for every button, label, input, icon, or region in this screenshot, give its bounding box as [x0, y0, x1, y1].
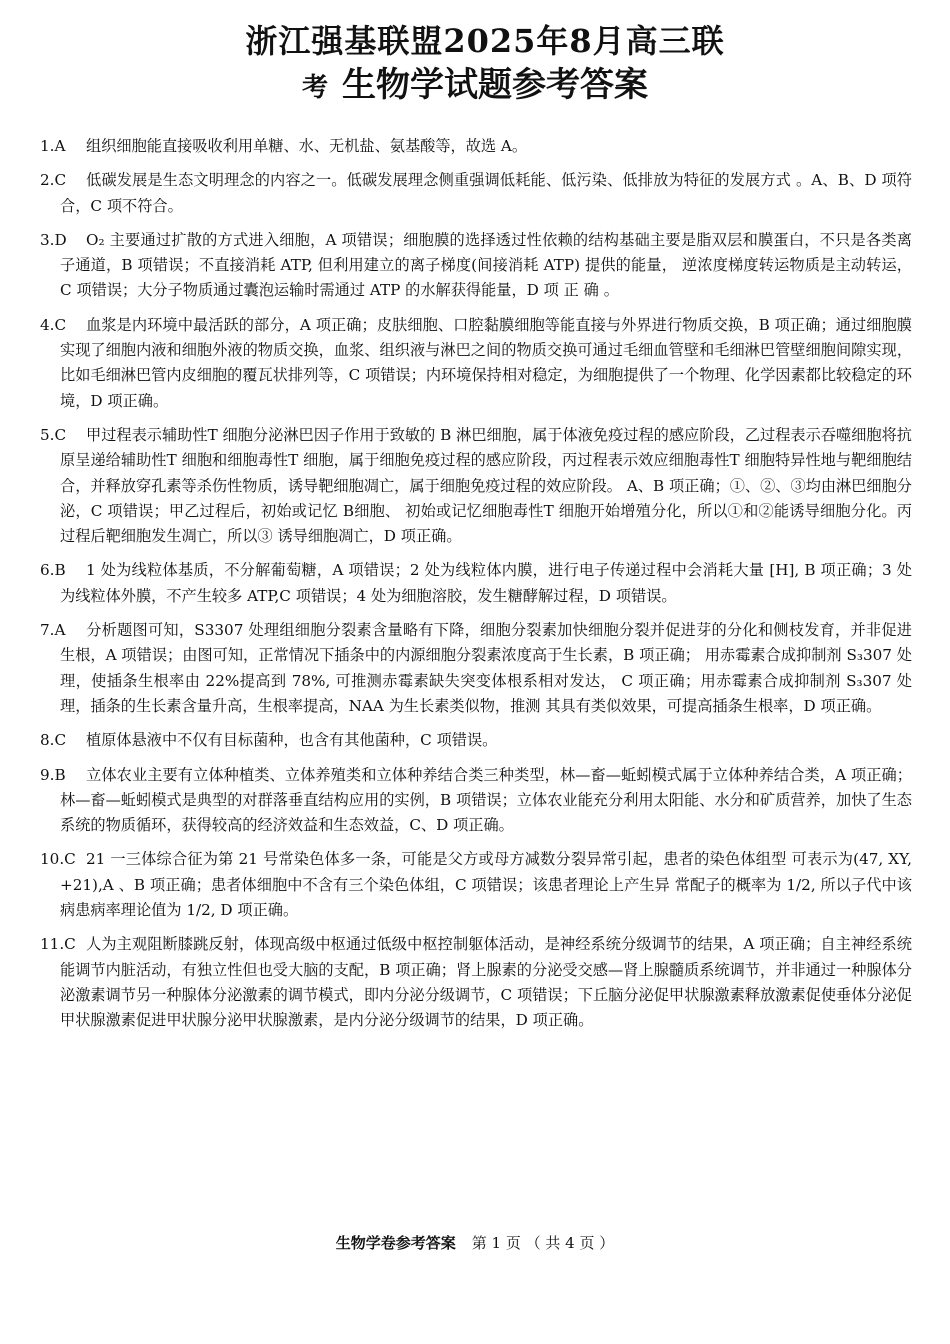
footer-page-info: 第 1 页 （ 共 4 页 ） [471, 1234, 615, 1252]
title-line-2-main: 生物学试题参考答案 [342, 65, 648, 105]
answer-explanation: 低碳发展是生态文明理念的内容之一。低碳发展理念侧重强调低耗能、低污染、低排放为特征的发展方式 。A、B、D 项符合，C 项不符合。 [60, 171, 912, 215]
answer-explanation: O₂ 主要通过扩散的方式进入细胞，A 项错误；细胞膜的选择透过性依赖的结构基础主要是脂双层和膜蛋白，不只是各类离子通道，B 项错误；不直接消耗 ATP, 但利用建立的离子梯度(间接消耗 ATP) 提供的能量， 逆浓度梯度转运物质是主动转运，C 项错误；大分子物质通过囊泡运输时需通过 ATP 的水解获得能量，D 项 正 确 。 [60, 230, 912, 300]
answer-item-10 [40, 847, 912, 923]
answer-number: 6.B [40, 561, 66, 580]
answer-number: 4.C [40, 315, 67, 334]
answer-item-6 [40, 558, 912, 609]
answer-explanation: 组织细胞能直接吸收利用单糖、水、无机盐、氨基酸等，故选 A。 [86, 137, 528, 155]
answer-item-3 [40, 228, 912, 304]
answer-number: 10.C [40, 850, 76, 869]
answer-item-2 [40, 168, 912, 219]
answer-item-4 [40, 313, 912, 414]
answer-item-9 [40, 763, 912, 839]
answer-explanation: 分析题图可知，S3307 处理组细胞分裂素含量略有下降，细胞分裂素加快细胞分裂并促进芽的分化和侧枝发育，并非促进生根，A 项错误；由图可知，正常情况下插条中的内源细胞分裂素浓度高于生长素，B 项正确； 用赤霉素合成抑制剂 S₃307 处理，使插条生根率由 22%提高到 78%, 可推测赤霉素缺失突变体根系相对发达， C 项正确；用赤霉素合成抑制剂 S₃307 处理，插条的生长素含量升高，生根率提高，NAA 为生长素类似物，推测 其具有类似效果，可提高插条生根率，D 项正确。 [60, 621, 912, 715]
answer-item-8 [40, 728, 912, 753]
answer-number: 5.C [40, 425, 67, 444]
answer-list [40, 134, 912, 1043]
answer-explanation: 人为主观阻断膝跳反射，体现高级中枢通过低级中枢控制躯体活动，是神经系统分级调节的结果，A 项正确；自主神经系统能调节内脏活动，有独立性但也受大脑的支配，B 项正确；肾上腺素的分泌受交感—肾上腺髓质系统调节，并非通过一种腺体分泌激素调节另一种腺体分泌激素的调节模式，即内分泌分级调节，C 项错误；下丘脑分泌促甲状腺激素释放激素促使垂体分泌促甲状腺激素促进甲状腺分泌甲状腺激素，是内分泌分级调节的结果，D 项正确。 [60, 935, 912, 1030]
answer-explanation: 21 一三体综合征为第 21 号常染色体多一条，可能是父方或母方减数分裂异常引起，患者的染色体组型 可表示为(47, XY,+21),A 、B 项正确；患者体细胞中不含有三个染色体组，C 项错误；该患者理论上产生异 常配子的概率为 1/2, 所以子代中该病患病率理论值为 1/2, D 项正确。 [60, 850, 912, 920]
answer-number: 7.A [40, 621, 66, 640]
answer-explanation: 甲过程表示辅助性T 细胞分泌淋巴因子作用于致敏的 B 淋巴细胞，属于体液免疫过程的感应阶段，乙过程表示吞噬细胞将抗原呈递给辅助性T 细胞和细胞毒性T 细胞，属于细胞免疫过程的感应阶段，丙过程表示效应细胞毒性T 细胞特异性地与靶细胞结合，并释放穿孔素等杀伤性物质，诱导靶细胞凋亡，属于细胞免疫过程的效应阶段。 A、B 项正确；①、②、③均由淋巴细胞分泌，C 项错误；甲乙过程后，初始或记忆 B细胞、 初始或记忆细胞毒性T 细胞开始增殖分化，所以①和②能诱导细胞分化。丙过程后靶细胞发生凋亡，所以③ 诱导细胞凋亡，D 项正确。 [60, 425, 912, 546]
answer-number: 2.C [40, 171, 67, 190]
page-footer [0, 1232, 950, 1254]
answer-number: 11.C [40, 935, 76, 954]
answer-number: 1.A [40, 137, 66, 155]
answer-item-7 [40, 618, 912, 719]
footer-label: 生物学卷参考答案 [335, 1234, 456, 1252]
answer-item-11 [40, 932, 912, 1033]
answer-explanation: 立体农业主要有立体种植类、立体养殖类和立体种养结合类三种类型，林—畜—蚯蚓模式属于立体种养结合类，A 项正确；林—畜—蚯蚓模式是典型的对群落垂直结构应用的实例，B 项错误；立体农业能充分利用太阳能、水分和矿质营养，加快了生态系统的物质循环，获得较高的经济效益和生态效益，C、D 项正确。 [60, 765, 912, 835]
answer-number: 9.B [40, 765, 66, 784]
answer-item-1 [40, 134, 912, 159]
answer-explanation: 1 处为线粒体基质，不分解葡萄糖，A 项错误；2 处为线粒体内膜，进行电子传递过程中会消耗大量 [H], B 项正确；3 处为线粒体外膜，不产生较多 ATP,C 项错误；4 处为细胞溶胶，发生糖酵解过程，D 项错误。 [60, 561, 912, 605]
answer-number: 8.C [40, 731, 67, 750]
answer-number: 3.D [40, 230, 67, 249]
document-title [0, 0, 950, 109]
title-line-1: 浙江强基联盟2025年8月高三联 [245, 22, 725, 60]
answer-explanation: 血浆是内环境中最活跃的部分，A 项正确；皮肤细胞、口腔黏膜细胞等能直接与外界进行物质交换，B 项正确；通过细胞膜实现了细胞内液和细胞外液的物质交换，血浆、组织液与淋巴之间的物质交换可通过毛细血管壁和毛细淋巴管壁细胞间隙实现，比如毛细淋巴管内皮细胞的覆瓦状排列等，C 项错误；内环境保持相对稳定，为细胞提供了一个物理、化学因素都比较稳定的环境，D 项正确。 [60, 315, 912, 410]
title-line-2-prefix: 考 [301, 73, 328, 103]
title-line-2 [0, 64, 950, 109]
answer-item-5 [40, 423, 912, 549]
answer-explanation: 植原体悬液中不仅有目标菌种，也含有其他菌种，C 项错误。 [86, 731, 498, 750]
